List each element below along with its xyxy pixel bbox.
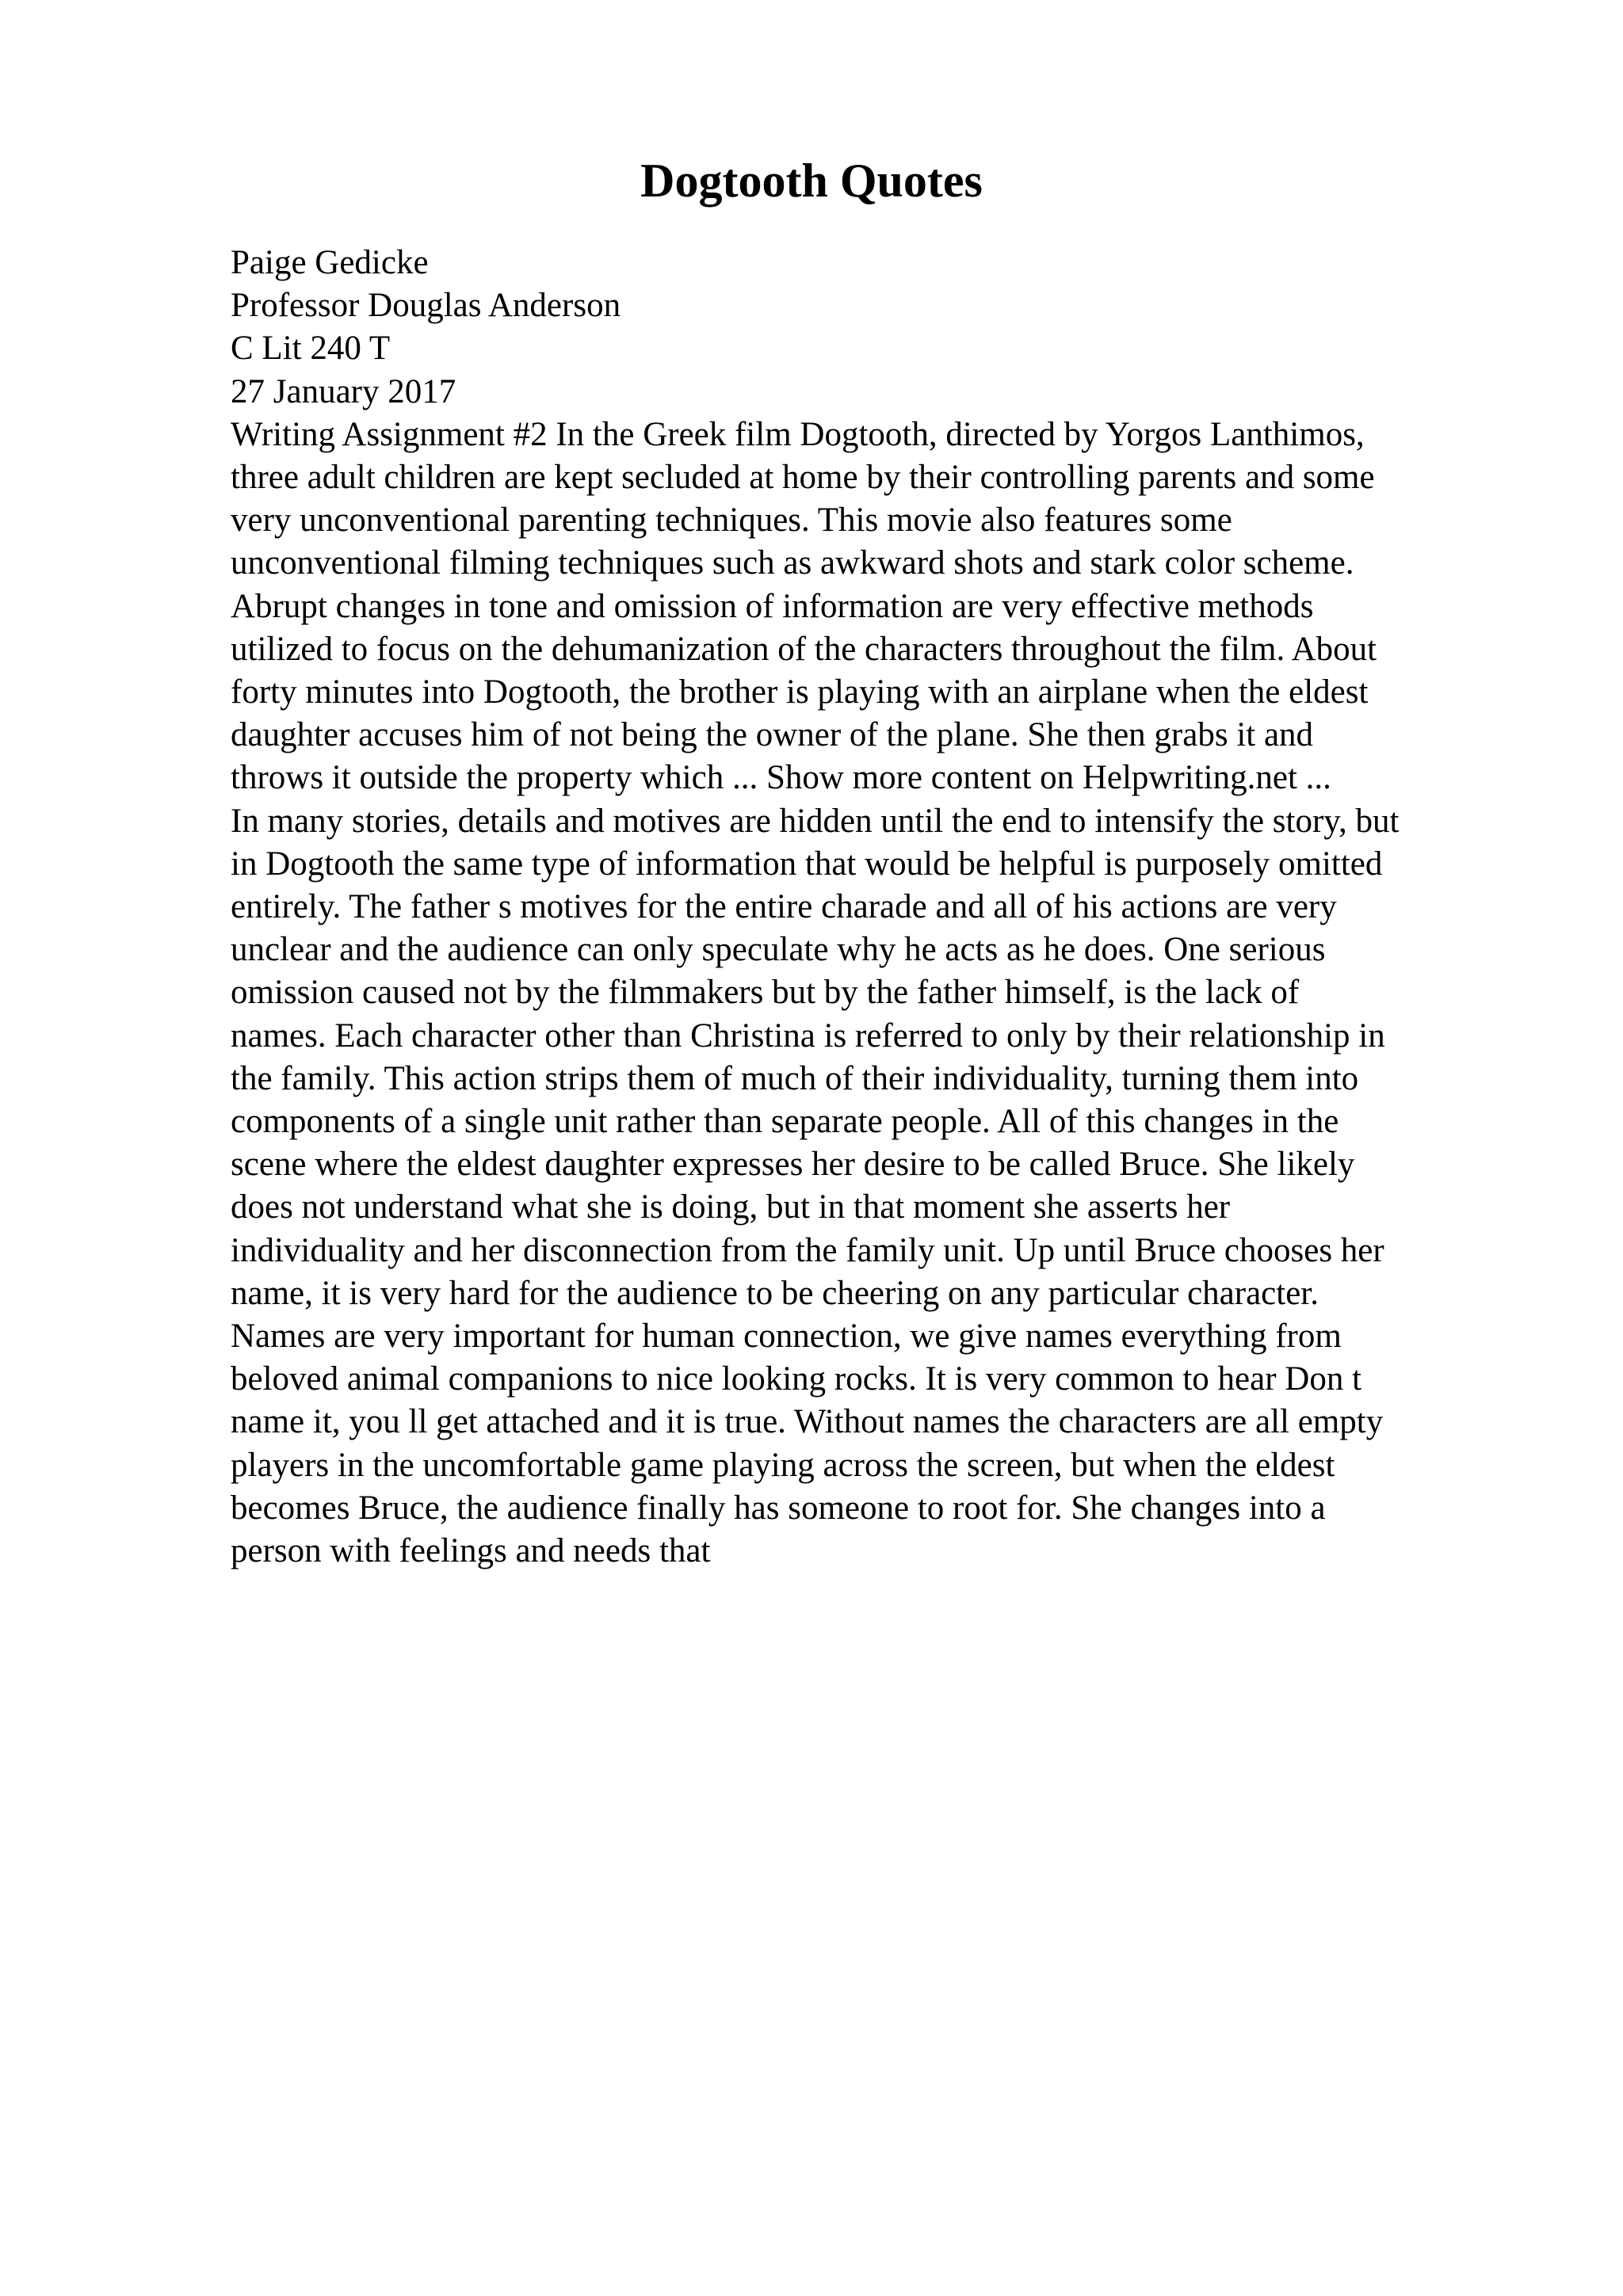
body-line: Writing Assignment #2 In the Greek film Dogtooth, directed by Yorgos Lanthimos, — [231, 415, 1365, 453]
author-name: Paige Gedicke — [231, 244, 429, 281]
body-line: In many stories, details and motives are hidden until the end to intensify the story, but — [231, 802, 1400, 840]
body-line: omission caused not by the filmmakers but by the father himself, is the lack of — [231, 974, 1300, 1012]
body-line: scene where the eldest daughter expresses her desire to be called Bruce. She likely — [231, 1146, 1355, 1184]
body-line: Abrupt changes in tone and omission of information are very effective methods — [231, 587, 1314, 625]
body-line: person with feelings and needs that — [231, 1532, 711, 1570]
body-line: forty minutes into Dogtooth, the brother is playing with an airplane when the eldest — [231, 673, 1369, 711]
body-line: Names are very important for human connection, we give names everything from — [231, 1318, 1342, 1356]
body-line: components of a single unit rather than separate people. All of this changes in the — [231, 1103, 1339, 1141]
body-line: beloved animal companions to nice looking rocks. It is very common to hear Don t — [231, 1360, 1362, 1398]
body-line: unclear and the audience can only speculate why he acts as he does. One serious — [231, 931, 1326, 969]
body-line: throws it outside the property which ... Show more content on Helpwriting.net ... — [231, 759, 1331, 797]
body-line: becomes Bruce, the audience finally has someone to root for. She changes into a — [231, 1489, 1326, 1527]
body-line: utilized to focus on the dehumanization of the characters throughout the film. About — [231, 630, 1377, 668]
body-line: names. Each character other than Christina is referred to only by their relationship in — [231, 1016, 1385, 1055]
document-date: 27 January 2017 — [231, 372, 456, 410]
body-line: entirely. The father s motives for the entire charade and all of his actions are very — [231, 888, 1337, 926]
course-code: C Lit 240 T — [231, 330, 391, 368]
document-content — [231, 242, 1514, 1573]
body-line: the family. This action strips them of much of their individuality, turning them into — [231, 1059, 1359, 1097]
body-text — [231, 414, 1514, 1573]
body-line: very unconventional parenting techniques. This movie also features some — [231, 502, 1232, 540]
body-line: name it, you ll get attached and it is true. Without names the characters are all empty — [231, 1403, 1384, 1441]
body-line: three adult children are kept secluded at home by their controlling parents and some — [231, 459, 1375, 497]
body-line: in Dogtooth the same type of information that would be helpful is purposely omitted — [231, 845, 1383, 883]
body-line: individuality and her disconnection from the family unit. Up until Bruce chooses her — [231, 1231, 1384, 1269]
body-line: daughter accuses him of not being the owner of the plane. She then grabs it and — [231, 716, 1314, 754]
professor-name: Professor Douglas Anderson — [231, 287, 621, 325]
body-line: unconventional filming techniques such as awkward shots and stark color scheme. — [231, 544, 1354, 582]
body-line: does not understand what she is doing, but in that moment she asserts her — [231, 1188, 1231, 1226]
document-title: Dogtooth Quotes — [640, 154, 983, 207]
body-line: players in the uncomfortable game playing across the screen, but when the eldest — [231, 1446, 1335, 1484]
body-line: name, it is very hard for the audience to be cheering on any particular character. — [231, 1274, 1319, 1312]
